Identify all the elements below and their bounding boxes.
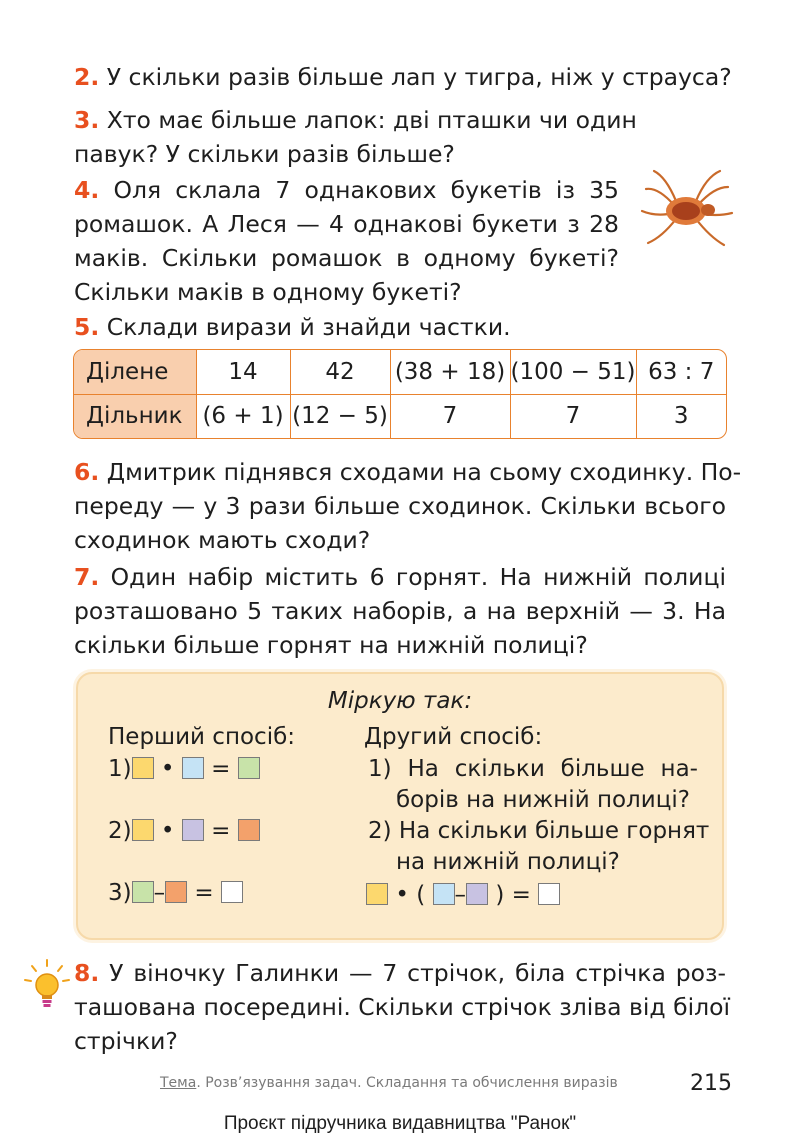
table-cell: (100 − 51) (510, 350, 636, 394)
task-text: Один набір містить 6 горнят. На нижній полиці (110, 563, 726, 591)
task-text: У віночку Галинки — 7 стрічок, біла стрічка роз- (109, 959, 726, 987)
operator: – (454, 882, 466, 908)
task-5 (74, 310, 634, 344)
spider-icon (636, 165, 736, 255)
blue-square-icon (182, 757, 204, 779)
reasoning-title: Міркую так: (327, 688, 473, 714)
task-number: 8. (74, 959, 100, 987)
empty-square-icon (538, 883, 560, 905)
second-method-step-2-cont: на нижній полиці? (396, 849, 620, 875)
second-method-step-1-cont: борів на нижній полиці? (396, 787, 690, 813)
task-text: стрічки? (74, 1027, 178, 1055)
first-method-step-1 (108, 754, 260, 785)
task-number: 6. (74, 458, 100, 486)
operator: = (211, 818, 231, 844)
task-text: Оля склала 7 однакових букетів із 35 (113, 176, 619, 204)
task-text: сходинок мають сходи? (74, 526, 371, 554)
task-text: павук? У скільки разів більше? (74, 140, 455, 168)
yellow-square-icon (366, 883, 388, 905)
purple-square-icon (466, 883, 488, 905)
green-square-icon (238, 757, 260, 779)
task-text: Склади вирази й знайди частки. (106, 313, 511, 341)
operator: • (395, 882, 409, 908)
second-method-formula (366, 880, 560, 911)
task-2 (74, 60, 734, 94)
task-number: 5. (74, 313, 100, 341)
reasoning-box (76, 672, 724, 940)
task-number: 4. (74, 176, 100, 204)
second-method-step-1: 1) На скільки більше на- (368, 756, 698, 782)
row-label: Дільник (74, 394, 196, 438)
purple-square-icon (182, 819, 204, 841)
operator: • (160, 818, 175, 844)
task-text: маків. Скільки ромашок в одному букеті? (74, 244, 619, 272)
step-number: 1) (108, 756, 132, 782)
table-cell: 63 : 7 (636, 350, 726, 394)
orange-square-icon (165, 881, 187, 903)
empty-square-icon (221, 881, 243, 903)
yellow-square-icon (132, 757, 154, 779)
task-7 (74, 560, 726, 662)
table-cell: (12 − 5) (290, 394, 390, 438)
table-cell: (6 + 1) (196, 394, 290, 438)
table-cell: 7 (510, 394, 636, 438)
task-6 (74, 455, 742, 557)
yellow-square-icon (132, 819, 154, 841)
task-number: 2. (74, 63, 100, 91)
task-text: ташована посередині. Скільки стрічок зліва від білої (74, 993, 731, 1021)
operator: ( (416, 882, 426, 908)
step-number: 2) (108, 818, 132, 844)
operator: • (160, 756, 175, 782)
row-label: Ділене (74, 350, 196, 394)
task-3 (74, 103, 637, 171)
page-number: 215 (690, 1071, 732, 1096)
blue-square-icon (433, 883, 455, 905)
second-method-title: Другий спосіб: (364, 724, 543, 750)
footer-topic (160, 1075, 618, 1091)
task-text: переду — у 3 рази більше сходинок. Скільки всього (74, 492, 726, 520)
task-number: 3. (74, 106, 100, 134)
task-text: Дмитрик піднявся сходами на сьому сходинку. По- (106, 458, 742, 486)
table-cell: 3 (636, 394, 726, 438)
operator: = (194, 880, 214, 906)
table-cell: 7 (390, 394, 510, 438)
operator: – (153, 880, 166, 906)
task-text: Хто має більше лапок: дві пташки чи один (106, 106, 637, 134)
task-text: розташовано 5 таких наборів, а на верхній — 3. На (74, 597, 726, 625)
division-table (73, 349, 727, 439)
second-method-step-2: 2) На скільки більше горнят (368, 818, 710, 844)
first-method-step-2 (108, 816, 260, 847)
step-number: 3) (108, 880, 132, 906)
table-cell: 42 (290, 350, 390, 394)
task-text: У скільки разів більше лап у тигра, ніж у страуса? (106, 63, 732, 91)
green-square-icon (132, 881, 154, 903)
table-row (74, 350, 726, 394)
first-method-step-3 (108, 878, 243, 909)
task-text: Скільки маків в одному букеті? (74, 278, 462, 306)
task-text: ромашок. А Леся — 4 однакові букети з 28 (74, 210, 619, 238)
operator: = (211, 756, 231, 782)
topic-text: . Розв’язування задач. Складання та обчислення виразів (196, 1075, 618, 1091)
first-method-title: Перший спосіб: (108, 724, 296, 750)
lightbulb-icon (22, 958, 72, 1014)
table-row (74, 394, 726, 438)
task-4 (74, 173, 619, 309)
operator: = (511, 882, 531, 908)
topic-label: Тема (160, 1075, 197, 1091)
orange-square-icon (238, 819, 260, 841)
task-text: скільки більше горнят на нижній полиці? (74, 631, 588, 659)
table-cell: 14 (196, 350, 290, 394)
operator: ) (495, 882, 505, 908)
task-8 (74, 956, 731, 1058)
task-number: 7. (74, 563, 100, 591)
publisher-credit: Проєкт підручника видавництва "Ранок" (223, 1113, 577, 1134)
table-cell: (38 + 18) (390, 350, 510, 394)
